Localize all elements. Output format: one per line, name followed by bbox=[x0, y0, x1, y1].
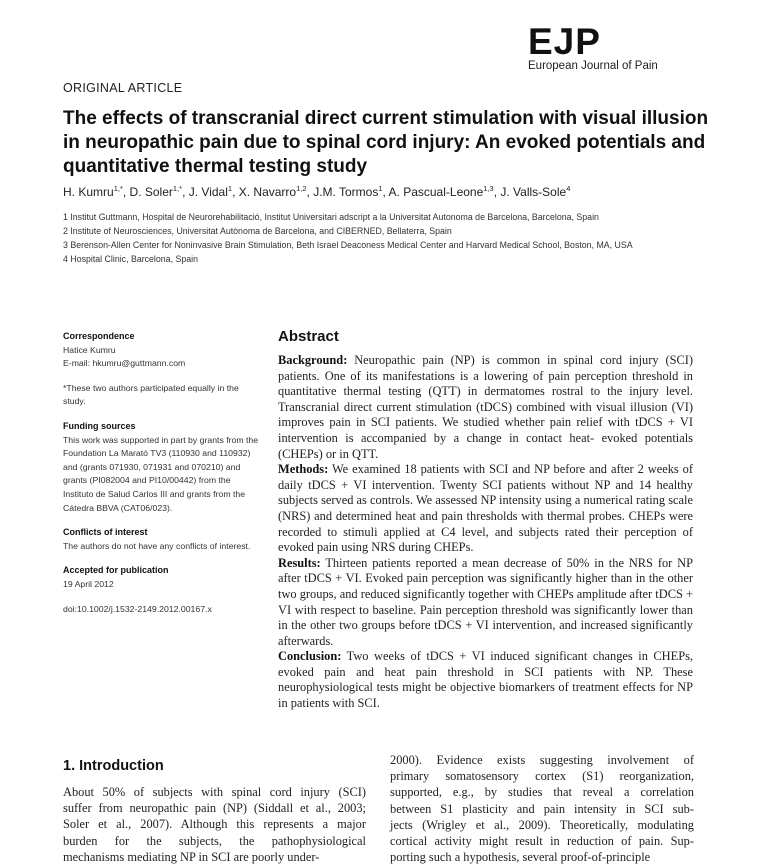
author-name-text: J.M. Tormos bbox=[313, 185, 379, 199]
author-name bbox=[63, 185, 123, 199]
abstract-heading: Abstract bbox=[278, 328, 339, 345]
conflicts-block bbox=[63, 526, 263, 553]
text-line: mechanisms mediating NP in SCI are poorly under- bbox=[63, 849, 320, 864]
abstract-label: Methods: bbox=[278, 462, 329, 477]
author-name-text: J. Valls-Sole bbox=[500, 185, 567, 199]
abstract-text: Two weeks of tDCS + VI induced significant changes in CHEPs, evoked pain and heat pain threshold in SCI patients with NP. These neurophysiological tests might be objective biomarkers of treatment effects for NP in patients with SCI. bbox=[278, 649, 694, 711]
affiliation-list bbox=[63, 210, 743, 266]
text-line: suffer from neuropathic pain (NP) (Siddall et al., 2003; bbox=[63, 801, 366, 816]
abstract-paragraph bbox=[278, 353, 693, 462]
abstract-label: Conclusion: bbox=[278, 649, 342, 664]
journal-logo bbox=[528, 22, 698, 72]
author-name bbox=[239, 185, 307, 199]
author-name bbox=[189, 185, 232, 199]
abstract-body bbox=[278, 353, 693, 712]
author-affiliation-marker: 1,3 bbox=[483, 184, 494, 193]
author-affiliation-marker: 1,2 bbox=[296, 184, 307, 193]
author-separator: , bbox=[306, 185, 314, 199]
text-line: About 50% of subjects with spinal cord injury (SCI) bbox=[63, 785, 366, 799]
abstract-text: Neuropathic pain (NP) is common in spinal cord injury (SCI) patients. One of its manifestations is a lowering of pain perception threshold in quantitative thermal testing (QTT) in dermatomes rostral to the injury level. Transcranial direct current stimulation (tDCS) combined with visual illusion (VI) improves pain in SCI patients. We studied whether pain relief with tDCS + VI intervention is accompanied by a change in contact heat- evoked potentials (CHEPs) or in QTT. bbox=[278, 353, 693, 461]
author-list bbox=[63, 184, 743, 199]
text-line: primary somatosensory cortex (S1) reorganization, bbox=[390, 769, 694, 784]
doi[interactable]: doi:10.1002/j.1532-2149.2012.00167.x bbox=[63, 603, 212, 614]
text-line: supported, e.g., by studies that reveal a correlation bbox=[390, 785, 694, 800]
text-line: 2000). Evidence exists suggesting involvement of bbox=[390, 753, 694, 767]
equal-contribution-note: *These two authors participated equally in the study. bbox=[63, 382, 239, 407]
author-affiliation-marker: 1 bbox=[227, 184, 233, 193]
abstract-label: Background: bbox=[278, 353, 348, 367]
abstract-paragraph bbox=[278, 462, 693, 556]
author-affiliation-marker: 1,* bbox=[113, 184, 123, 193]
text-line: porting such a hypothesis, several proof-of-principle bbox=[390, 850, 651, 865]
author-name-text: X. Navarro bbox=[238, 185, 297, 199]
affiliation-item: 1 Institut Guttmann, Hospital de Neurorehabilitació, Institut Universitari adscript a la Universitat Autonoma de Barcelona, Barcelona, Spain bbox=[63, 212, 599, 222]
journal-name: European Journal of Pain bbox=[528, 60, 658, 72]
author-separator: , bbox=[382, 185, 389, 199]
author-separator: , bbox=[232, 185, 239, 199]
author-name-text: J. Vidal bbox=[188, 185, 228, 199]
author-separator: , bbox=[182, 185, 189, 199]
abstract-section bbox=[278, 328, 693, 712]
author-name bbox=[313, 185, 382, 199]
text-line: between S1 plasticity and pain intensity in SCI sub- bbox=[390, 801, 694, 816]
article-sidebar bbox=[63, 330, 263, 627]
abstract-label: Results: bbox=[278, 555, 321, 570]
correspondence-email[interactable]: E-mail: hkumru@guttmann.com bbox=[63, 358, 186, 369]
affiliation-item: 2 Institute of Neurosciences, Universitat Autònoma de Barcelona, and CIBERNED, Bellaterra, Spain bbox=[63, 226, 452, 236]
conflicts-heading: Conflicts of interest bbox=[63, 527, 148, 538]
correspondence-name: Hatice Kumru bbox=[63, 344, 116, 355]
affiliation-item: 3 Berenson-Allen Center for Noninvasive Brain Stimulation, Beth Israel Deaconess Medical Center and Harvard Medical School, Boston, MA, USA bbox=[63, 240, 633, 250]
author-affiliation-marker: 1,* bbox=[172, 184, 183, 193]
accepted-block bbox=[63, 564, 263, 591]
abstract-text: We examined 18 patients with SCI and NP before and after 2 weeks of daily tDCS + VI intervention. Twenty SCI patients without NP and 14 healthy subjects served as controls. We assessed NP intensity using a numerical rating scale (NRS) and determined heat and pain thresholds with thermal probes. CHEPs were recorded to stimuli applied at C4 level, and subjects rated their perception of evoked pain using NRS during CHEPs. bbox=[278, 462, 693, 555]
abstract-paragraph bbox=[278, 649, 693, 711]
author-affiliation-marker: 4 bbox=[566, 184, 571, 193]
abstract-paragraph bbox=[278, 556, 693, 650]
author-affiliation-marker: 1 bbox=[378, 184, 383, 193]
funding-block bbox=[63, 420, 263, 515]
author-name bbox=[130, 185, 183, 199]
article-type: ORIGINAL ARTICLE bbox=[63, 81, 183, 95]
abstract-text: Thirteen patients reported a mean decrease of 50% in the NRS for NP after tDCS + VI. Evoked pain perception was significantly higher than in the other two groups, and reduced significantly together with CHEPs amplitude after tDCS + VI with respect to baseline. Pain perception threshold was significantly lower than in the other two groups before tDCS + VI intervention, and increased significantly afterwards. bbox=[278, 555, 693, 648]
author-name-text: H. Kumru bbox=[63, 185, 114, 199]
journal-abbrev: EJP bbox=[528, 21, 601, 62]
introduction-column-left bbox=[63, 784, 366, 865]
author-name-text: D. Soler bbox=[129, 185, 173, 199]
author-name bbox=[500, 185, 570, 199]
text-line: jects (Wrigley et al., 2009). Theoretically, modulating bbox=[390, 817, 694, 832]
introduction-heading: 1. Introduction bbox=[63, 758, 164, 774]
text-line: Soler et al., 2007). Although this represents a major bbox=[63, 817, 366, 832]
text-line: burden for the subjects, the pathophysiological bbox=[63, 833, 366, 848]
author-separator: , bbox=[122, 185, 130, 199]
text-line: cortical activity might result in reduction of pain. Sup- bbox=[390, 833, 694, 848]
correspondence-heading: Correspondence bbox=[63, 331, 135, 341]
accepted-heading: Accepted for publication bbox=[63, 565, 169, 576]
affiliation-item: 4 Hospital Clinic, Barcelona, Spain bbox=[63, 254, 198, 264]
funding-heading: Funding sources bbox=[63, 420, 136, 431]
correspondence-block bbox=[63, 330, 263, 371]
article-title: The effects of transcranial direct current stimulation with visual illusion in neuropathic pain due to spinal cord injury: An evoked potentials and quantitative thermal testing study bbox=[63, 108, 709, 177]
author-name bbox=[389, 185, 494, 199]
conflicts-text: The authors do not have any conflicts of interest. bbox=[63, 540, 251, 551]
introduction-column-right bbox=[390, 752, 694, 865]
author-name-text: A. Pascual-Leone bbox=[388, 185, 484, 199]
funding-text: This work was supported in part by grants from the Foundation La Marató TV3 (110930 and 110932) and (grants 071930, 071931 and 070210) and grants (PI082004 and PI10/00442) from the Instituto de Salud Carlos III and grants from the Cátedra BBVA (CAT06/023). bbox=[63, 434, 259, 513]
author-separator: , bbox=[493, 185, 501, 199]
accepted-date: 19 April 2012 bbox=[63, 578, 114, 589]
